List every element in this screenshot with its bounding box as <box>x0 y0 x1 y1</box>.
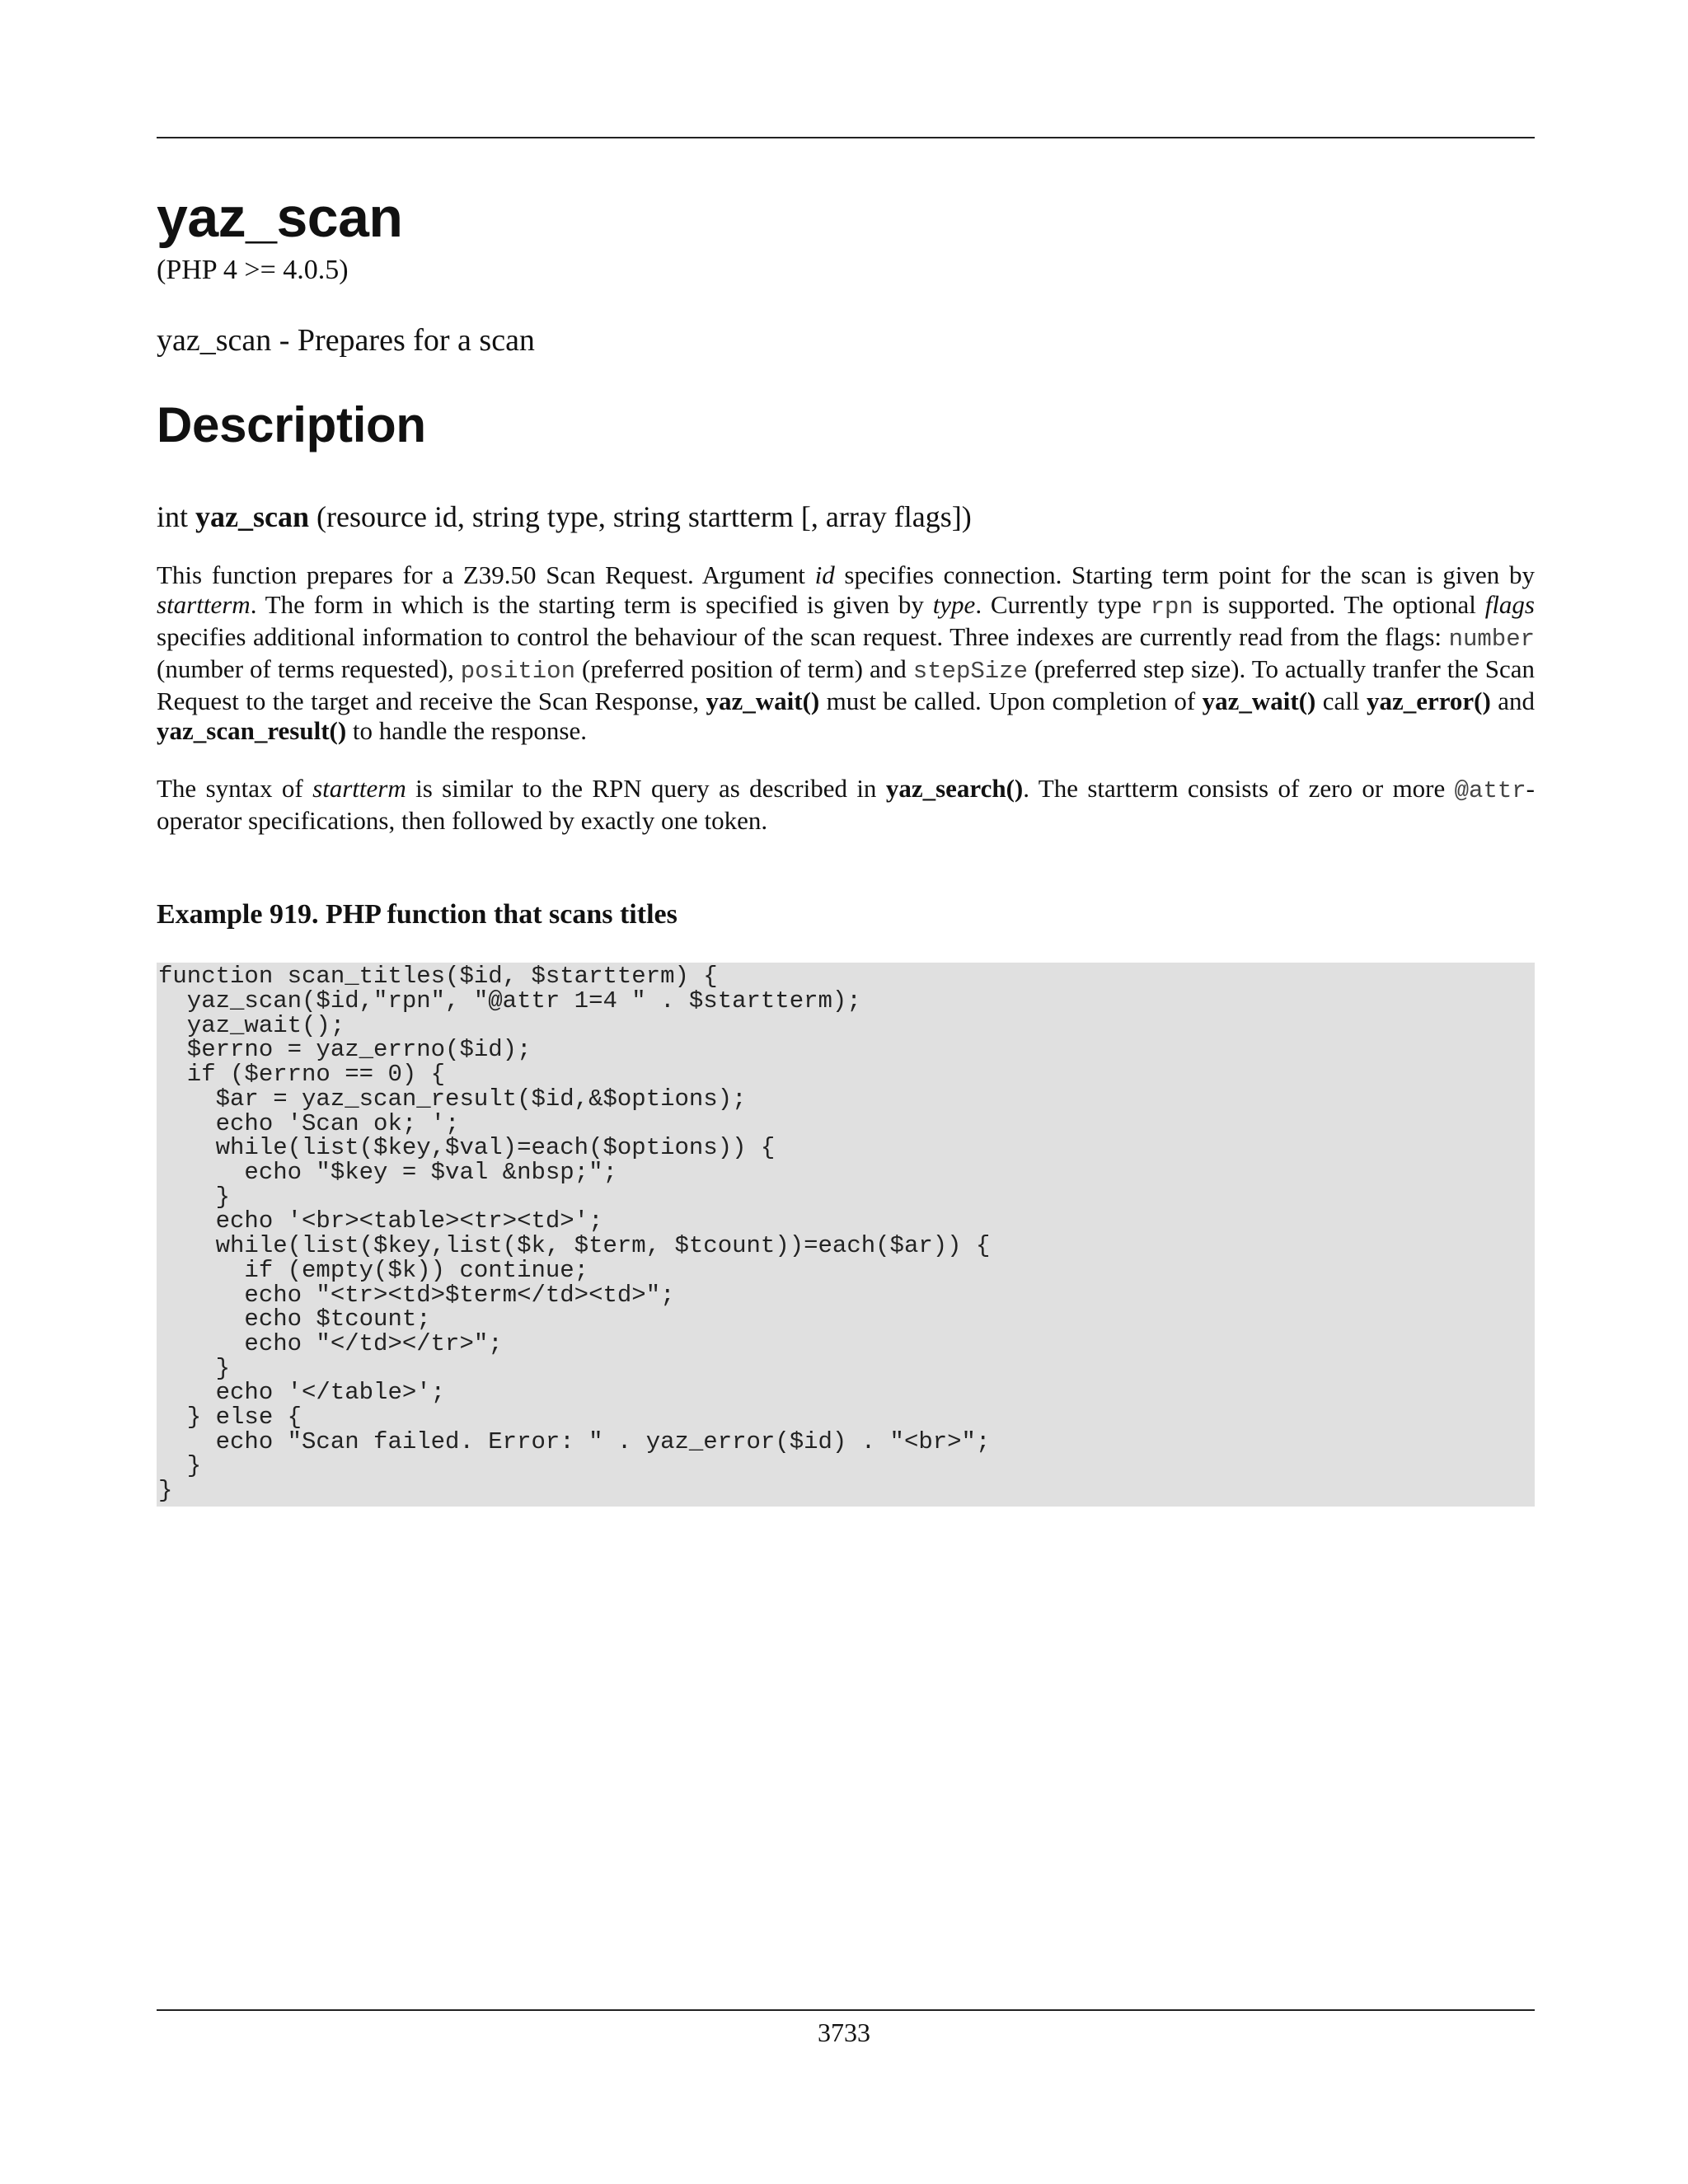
footer-rule <box>157 2009 1535 2011</box>
param-id: id <box>814 560 835 589</box>
header-rule <box>157 137 1535 138</box>
function-ref-yaz-scan-result: yaz_scan_result() <box>157 715 347 745</box>
description-paragraph-2 <box>157 774 1535 836</box>
text-run: and <box>1490 686 1535 715</box>
text-run: . Currently type <box>975 589 1151 619</box>
param-startterm: startterm <box>157 589 251 619</box>
param-startterm: startterm <box>312 773 406 803</box>
function-ref-yaz-error: yaz_error() <box>1366 686 1491 715</box>
text-run: call <box>1315 686 1367 715</box>
text-run: specifies additional information to control the behaviour of the scan request. Three indexes are currently read from the flags: <box>157 621 1449 651</box>
text-run: is similar to the RPN query as described in <box>406 773 886 803</box>
function-ref-yaz-wait: yaz_wait() <box>1202 686 1316 715</box>
text-run: (preferred step size). To actually tranfer the Scan Request to the target and receive the Scan Response, <box>157 654 1535 715</box>
example-title: Example 919. PHP function that scans titles <box>157 898 678 930</box>
description-heading: Description <box>157 397 426 453</box>
text-run: (number of terms requested), <box>157 654 461 683</box>
page-content <box>157 186 1535 1507</box>
function-title: yaz_scan <box>157 186 403 249</box>
refname-line: yaz_scan - Prepares for a scan <box>157 322 535 358</box>
function-ref-yaz-search: yaz_search() <box>885 773 1024 803</box>
text-run: -operator specifications, then followed by exactly one token. <box>157 773 1535 835</box>
text-run: The syntax of <box>157 773 313 803</box>
literal-position: position <box>460 657 575 685</box>
text-run: . The form in which is the starting term is specified is given by <box>250 589 933 619</box>
example-code-block: function scan_titles($id, $startterm) { yaz_scan($id,"rpn", "@attr 1=4 " . $startterm); yaz_wait(); $errno = yaz_errno($id); if ($errno == 0) { $ar = yaz_scan_result($id,&$options); echo 'Scan ok; '; while(list($key,$val)=each($options)) { echo "$key = $val &nbsp;"; } echo '<br><table><tr><td>'; while(list($key,list($k, $term, $tcount))=each($ar)) { if (empty($k)) continue; echo "<tr><td>$term</td><td>"; echo $tcount; echo "</td></tr>"; } echo '</table>'; } else { echo "Scan failed. Error: " . yaz_error($id) . "<br>"; } } <box>157 963 1535 1506</box>
function-ref-yaz-wait: yaz_wait() <box>706 686 820 715</box>
literal-stepsize: stepSize <box>912 657 1028 685</box>
description-paragraph-1 <box>157 560 1535 746</box>
param-type: type <box>932 589 976 619</box>
text-run: . The startterm consists of zero or more <box>1023 773 1455 803</box>
synopsis-function-name: yaz_scan <box>195 500 310 534</box>
text-run: is supported. The optional <box>1193 589 1485 619</box>
synopsis-return-type: int <box>157 500 189 534</box>
literal-number: number <box>1448 625 1535 653</box>
param-flags: flags <box>1484 589 1535 619</box>
text-run: specifies connection. Starting term point for the scan is given by <box>834 560 1535 589</box>
text-run: to handle the response. <box>346 715 588 745</box>
function-synopsis <box>157 499 1535 535</box>
text-run: This function prepares for a Z39.50 Scan Request. Argument <box>157 560 815 589</box>
literal-rpn: rpn <box>1150 593 1193 621</box>
page-number: 3733 <box>818 2018 870 2047</box>
version-note: (PHP 4 >= 4.0.5) <box>157 255 349 285</box>
synopsis-params: (resource id, string type, string startterm [, array flags]) <box>316 500 972 534</box>
text-run: (preferred position of term) and <box>574 654 913 683</box>
text-run: must be called. Upon completion of <box>819 686 1203 715</box>
literal-attr: @attr <box>1454 776 1526 804</box>
